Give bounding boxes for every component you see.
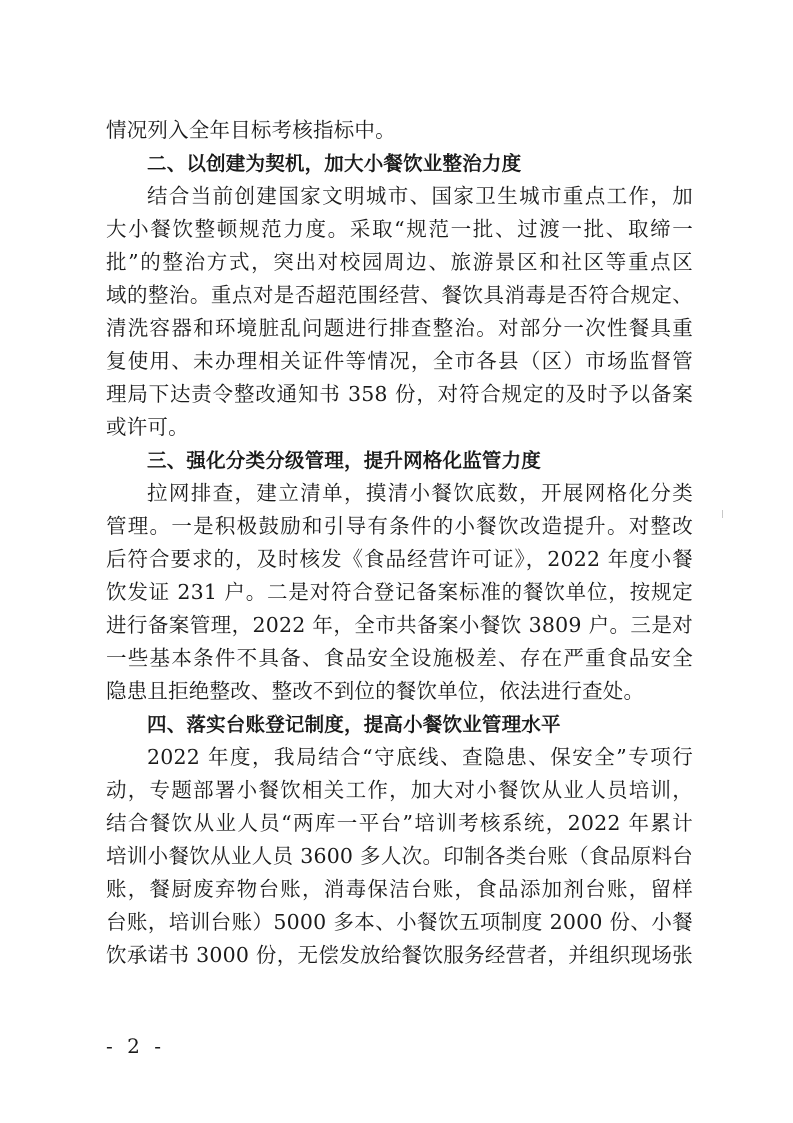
paragraph-line: 2022 年度，我局结合“守底线、查隐患、保安全”专项行 [147, 745, 693, 769]
paragraph-line: 大小餐饮整顿规范力度。采取“规范一批、过渡一批、取缔一 [106, 217, 693, 241]
section-heading-3: 三、强化分类分级管理，提升网格化监管力度 [147, 449, 542, 472]
paragraph-line: 隐患且拒绝整改、整改不到位的餐饮单位，依法进行查处。 [106, 679, 645, 703]
paragraph-line: 或许可。 [106, 415, 189, 439]
paragraph-line: 后符合要求的，及时核发《食品经营许可证》，2022 年度小餐 [106, 547, 693, 571]
paragraph-line: 清洗容器和环境脏乱问题进行排查整治。对部分一次性餐具重 [106, 316, 693, 340]
section-heading-4: 四、落实台账登记制度，提高小餐饮业管理水平 [147, 713, 561, 736]
paragraph-line: 情况列入全年目标考核指标中。 [106, 118, 396, 142]
paragraph-line: 复使用、未办理相关证件等情况，全市各县（区）市场监督管 [106, 349, 693, 373]
paragraph-line: 批”的整治方式，突出对校园周边、旅游景区和社区等重点区 [106, 250, 693, 274]
page-number: - 2 - [106, 1034, 165, 1058]
paragraph-line: 账，餐厨废弃物台账，消毒保洁台账，食品添加剂台账，留样 [106, 877, 693, 901]
body-text [106, 114, 693, 972]
paragraph-line: 饮发证 231 户。二是对符合登记备案标准的餐饮单位，按规定 [106, 580, 693, 604]
paragraph-line: 理局下达责令整改通知书 358 份，对符合规定的及时予以备案 [106, 382, 693, 406]
paragraph-line: 结合餐饮从业人员“两库一平台”培训考核系统，2022 年累计 [106, 811, 693, 835]
paragraph-line: 域的整治。重点对是否超范围经营、餐饮具消毒是否符合规定、 [106, 283, 693, 307]
scan-mark [722, 510, 723, 518]
paragraph-line: 进行备案管理，2022 年，全市共备案小餐饮 3809 户。三是对 [106, 613, 693, 637]
paragraph-line: 一些基本条件不具备、食品安全设施极差、存在严重食品安全 [106, 646, 693, 670]
paragraph-line: 结合当前创建国家文明城市、国家卫生城市重点工作，加 [147, 184, 693, 208]
paragraph-line: 饮承诺书 3000 份，无偿发放给餐饮服务经营者，并组织现场张 [106, 943, 693, 967]
paragraph-line: 台账，培训台账）5000 多本、小餐饮五项制度 2000 份、小餐 [106, 910, 693, 934]
paragraph-line: 管理。一是积极鼓励和引导有条件的小餐饮改造提升。对整改 [106, 514, 693, 538]
paragraph-line: 动，专题部署小餐饮相关工作，加大对小餐饮从业人员培训， [106, 778, 693, 802]
paragraph-line: 拉网排查，建立清单，摸清小餐饮底数，开展网格化分类 [147, 481, 693, 505]
paragraph-line: 培训小餐饮从业人员 3600 多人次。印制各类台账（食品原料台 [106, 844, 693, 868]
section-heading-2: 二、以创建为契机，加大小餐饮业整治力度 [147, 152, 522, 175]
